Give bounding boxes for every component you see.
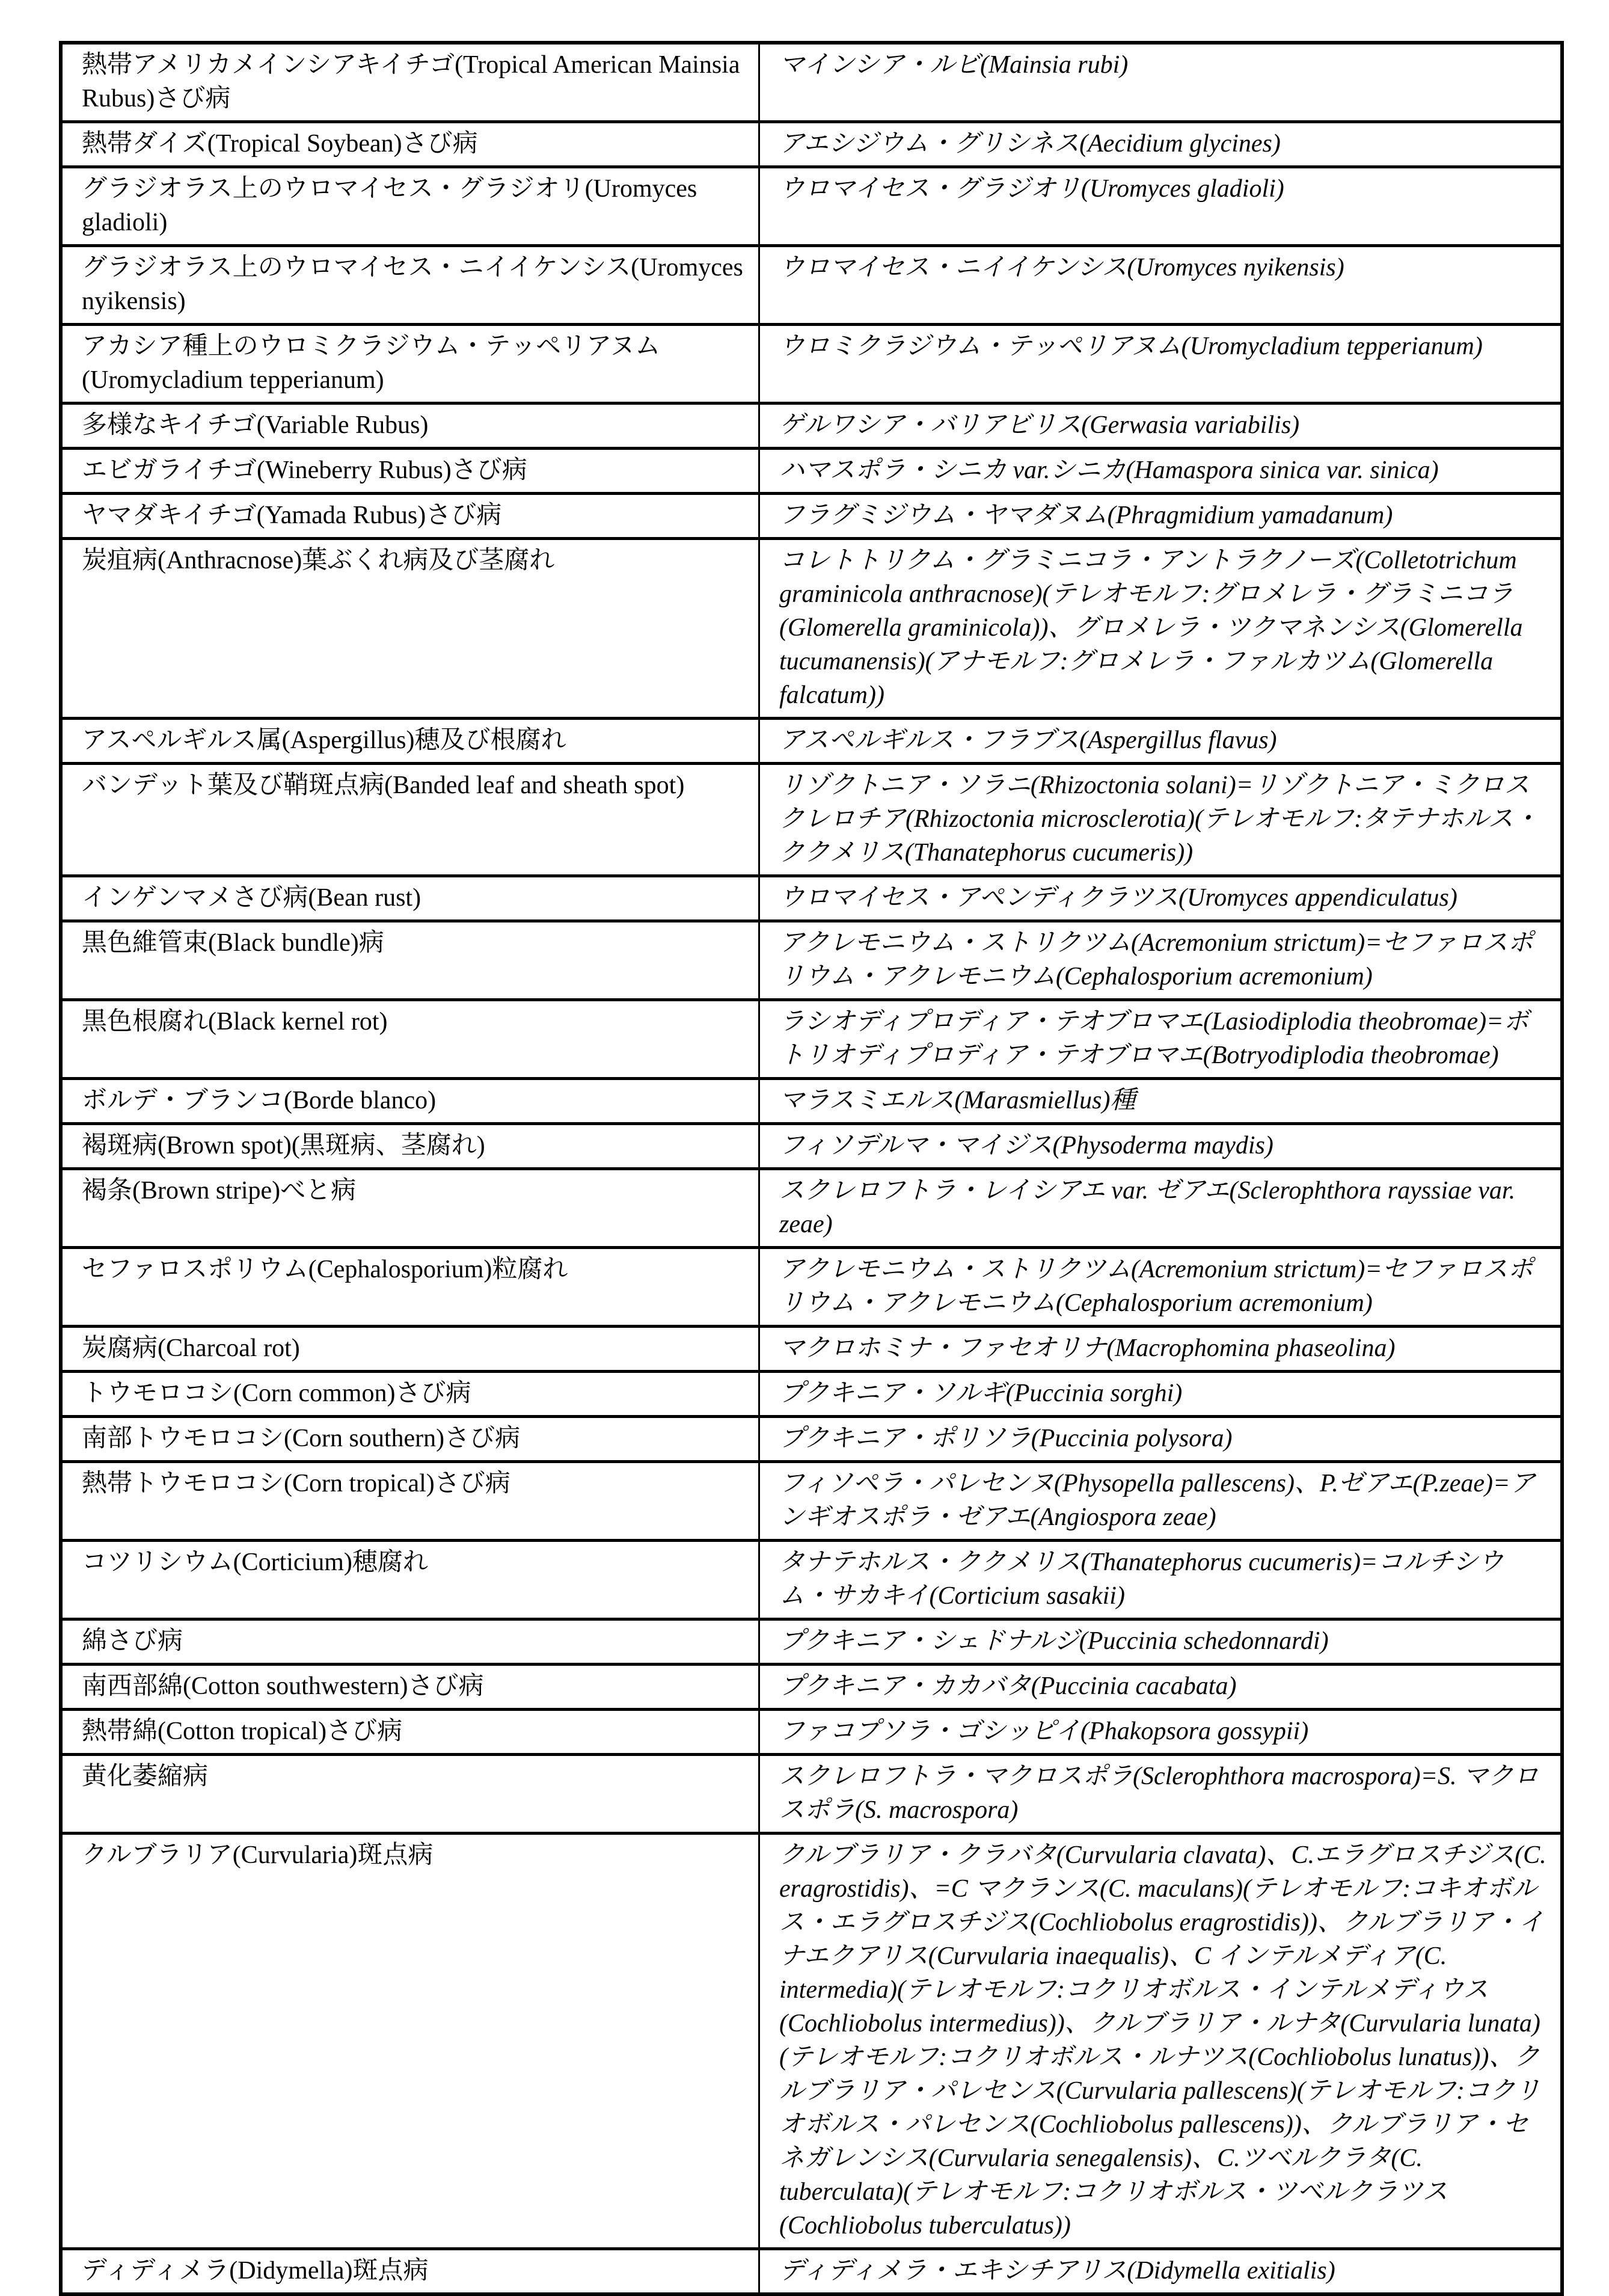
pathogen-cell: ゲルワシア・バリアビリス(Gerwasia variabilis) <box>759 404 1563 449</box>
table-row <box>61 1462 1562 1541</box>
table-row <box>61 449 1562 494</box>
table-row <box>61 43 1562 122</box>
pathogen-cell: プクキニア・ポリソラ(Puccinia polysora) <box>759 1417 1563 1462</box>
table-row <box>61 122 1562 167</box>
pathogen-cell: アクレモニウム・ストリクツム(Acremonium strictum)=セファロスポリウム・アクレモニウム(Cephalosporium acremonium) <box>759 1248 1563 1327</box>
table-row <box>61 1372 1562 1417</box>
disease-cell: 南西部綿(Cotton southwestern)さび病 <box>61 1665 759 1710</box>
disease-cell: 熱帯ダイズ(Tropical Soybean)さび病 <box>61 122 759 167</box>
pathogen-cell: アクレモニウム・ストリクツム(Acremonium strictum)=セファロスポリウム・アクレモニウム(Cephalosporium acremonium) <box>759 921 1563 1000</box>
pathogen-cell: プクキニア・ソルギ(Puccinia sorghi) <box>759 1372 1563 1417</box>
disease-cell: 褐斑病(Brown spot)(黒斑病、茎腐れ) <box>61 1124 759 1169</box>
disease-cell: グラジオラス上のウロマイセス・ニイイケンシス(Uromyces nyikensis) <box>61 246 759 325</box>
disease-cell: コツリシウム(Corticium)穂腐れ <box>61 1541 759 1619</box>
pathogen-cell: マクロホミナ・ファセオリナ(Macrophomina phaseolina) <box>759 1327 1563 1372</box>
pathogen-cell: ディディメラ・エキシチアリス(Didymella exitialis) <box>759 2249 1563 2295</box>
pathogen-cell: プクキニア・カカバタ(Puccinia cacabata) <box>759 1665 1563 1710</box>
disease-cell: インゲンマメさび病(Bean rust) <box>61 876 759 921</box>
disease-cell: 黄化萎縮病 <box>61 1755 759 1834</box>
pathogen-cell: ウロマイセス・グラジオリ(Uromyces gladioli) <box>759 167 1563 246</box>
table-row <box>61 2249 1562 2295</box>
disease-cell: 多様なキイチゴ(Variable Rubus) <box>61 404 759 449</box>
table-row <box>61 1248 1562 1327</box>
disease-cell: 綿さび病 <box>61 1619 759 1665</box>
pathogen-cell: ハマスポラ・シニカ var.シニカ(Hamaspora sinica var. sinica) <box>759 449 1563 494</box>
disease-cell: 黒色根腐れ(Black kernel rot) <box>61 1000 759 1079</box>
pathogen-cell: マラスミエルス(Marasmiellus)種 <box>759 1079 1563 1124</box>
pathogen-cell: ウロマイセス・アペンディクラツス(Uromyces appendiculatus) <box>759 876 1563 921</box>
table-row <box>61 404 1562 449</box>
table-row <box>61 1834 1562 2249</box>
table-row <box>61 1000 1562 1079</box>
disease-cell: グラジオラス上のウロマイセス・グラジオリ(Uromyces gladioli) <box>61 167 759 246</box>
disease-cell: バンデット葉及び鞘斑点病(Banded leaf and sheath spot) <box>61 764 759 876</box>
pathogen-cell: アスペルギルス・フラブス(Aspergillus flavus) <box>759 719 1563 764</box>
table-row <box>61 1079 1562 1124</box>
disease-cell: ヤマダキイチゴ(Yamada Rubus)さび病 <box>61 494 759 539</box>
pathogen-cell: ファコプソラ・ゴシッピイ(Phakopsora gossypii) <box>759 1710 1563 1755</box>
pathogen-cell: フラグミジウム・ヤマダヌム(Phragmidium yamadanum) <box>759 494 1563 539</box>
disease-cell: アスペルギルス属(Aspergillus)穂及び根腐れ <box>61 719 759 764</box>
table-row <box>61 1710 1562 1755</box>
table-row <box>61 1619 1562 1665</box>
table-row <box>61 246 1562 325</box>
disease-cell: 熱帯綿(Cotton tropical)さび病 <box>61 1710 759 1755</box>
pathogen-cell: プクキニア・シェドナルジ(Puccinia schedonnardi) <box>759 1619 1563 1665</box>
table-row <box>61 167 1562 246</box>
table-row <box>61 921 1562 1000</box>
table-row <box>61 1665 1562 1710</box>
table-row <box>61 494 1562 539</box>
disease-pathogen-table <box>59 41 1564 2296</box>
pathogen-cell: タナテホルス・ククメリス(Thanatephorus cucumeris)=コルチシウム・サカキイ(Corticium sasakii) <box>759 1541 1563 1619</box>
disease-cell: セファロスポリウム(Cephalosporium)粒腐れ <box>61 1248 759 1327</box>
disease-cell: アカシア種上のウロミクラジウム・テッペリアヌム(Uromycladium tepperianum) <box>61 325 759 404</box>
pathogen-cell: コレトトリクム・グラミニコラ・アントラクノーズ(Colletotrichum graminicola anthracnose)(テレオモルフ:グロメレラ・グラミニコラ(Glomerella graminicola))、グロメレラ・ツクマネンシス(Glomerella tucumanensis)(アナモルフ:グロメレラ・ファルカツム(Glomerella falcatum)) <box>759 539 1563 719</box>
disease-cell: 黒色維管束(Black bundle)病 <box>61 921 759 1000</box>
pathogen-cell: マインシア・ルビ(Mainsia rubi) <box>759 43 1563 122</box>
table-row <box>61 325 1562 404</box>
table-row <box>61 539 1562 719</box>
disease-cell: ディディメラ(Didymella)斑点病 <box>61 2249 759 2295</box>
table-row <box>61 1124 1562 1169</box>
disease-cell: クルブラリア(Curvularia)斑点病 <box>61 1834 759 2249</box>
pathogen-cell: リゾクトニア・ソラニ(Rhizoctonia solani)=リゾクトニア・ミクロスクレロチア(Rhizoctonia microsclerotia)(テレオモルフ:タテナホルス・ククメリス(Thanatephorus cucumeris)) <box>759 764 1563 876</box>
table-body <box>61 43 1562 2294</box>
disease-cell: トウモロコシ(Corn common)さび病 <box>61 1372 759 1417</box>
disease-cell: 熱帯トウモロコシ(Corn tropical)さび病 <box>61 1462 759 1541</box>
disease-cell: 炭疽病(Anthracnose)葉ぶくれ病及び茎腐れ <box>61 539 759 719</box>
disease-cell: 褐条(Brown stripe)べと病 <box>61 1169 759 1248</box>
table-row <box>61 1417 1562 1462</box>
table-row <box>61 1755 1562 1834</box>
table-row <box>61 876 1562 921</box>
disease-cell: エビガライチゴ(Wineberry Rubus)さび病 <box>61 449 759 494</box>
table-row <box>61 1327 1562 1372</box>
table-row <box>61 1541 1562 1619</box>
disease-cell: 炭腐病(Charcoal rot) <box>61 1327 759 1372</box>
disease-cell: 熱帯アメリカメインシアキイチゴ(Tropical American Mainsia Rubus)さび病 <box>61 43 759 122</box>
pathogen-cell: ウロマイセス・ニイイケンシス(Uromyces nyikensis) <box>759 246 1563 325</box>
pathogen-cell: クルブラリア・クラバタ(Curvularia clavata)、C.エラグロスチジス(C. eragrostidis)、=C マクランス(C. maculans)(テレオモルフ:コキオボルス・エラグロスチジス(Cochliobolus eragrostidis))、クルブラリア・イナエクアリス(Curvularia inaequalis)、C インテルメディア(C. intermedia)(テレオモルフ:コクリオボルス・インテルメディウス(Cochliobolus intermedius))、クルブラリア・ルナタ(Curvularia lunata)(テレオモルフ:コクリオボルス・ルナツス(Cochliobolus lunatus))、クルブラリア・パレセンス(Curvularia pallescens)(テレオモルフ:コクリオボルス・パレセンス(Cochliobolus pallescens))、クルブラリア・セネガレンシス(Curvularia senegalensis)、C.ツベルクラタ(C. tuberculata)(テレオモルフ:コクリオボルス・ツベルクラツス(Cochliobolus tuberculatus)) <box>759 1834 1563 2249</box>
table-row <box>61 764 1562 876</box>
pathogen-cell: フィソペラ・パレセンヌ(Physopella pallescens)、P.ゼアエ(P.zeae)=アンギオスポラ・ゼアエ(Angiospora zeae) <box>759 1462 1563 1541</box>
pathogen-cell: スクレロフトラ・レイシアエ var. ゼアエ(Sclerophthora rayssiae var. zeae) <box>759 1169 1563 1248</box>
disease-cell: ボルデ・ブランコ(Borde blanco) <box>61 1079 759 1124</box>
pathogen-cell: ウロミクラジウム・テッペリアヌム(Uromycladium tepperianum) <box>759 325 1563 404</box>
pathogen-cell: アエシジウム・グリシネス(Aecidium glycines) <box>759 122 1563 167</box>
pathogen-cell: スクレロフトラ・マクロスポラ(Sclerophthora macrospora)=S. マクロスポラ(S. macrospora) <box>759 1755 1563 1834</box>
pathogen-cell: フィソデルマ・マイジス(Physoderma maydis) <box>759 1124 1563 1169</box>
disease-cell: 南部トウモロコシ(Corn southern)さび病 <box>61 1417 759 1462</box>
table-row <box>61 719 1562 764</box>
pathogen-cell: ラシオディプロディア・テオブロマエ(Lasiodiplodia theobromae)=ボトリオディプロディア・テオブロマエ(Botryodiplodia theobromae) <box>759 1000 1563 1079</box>
table-row <box>61 1169 1562 1248</box>
